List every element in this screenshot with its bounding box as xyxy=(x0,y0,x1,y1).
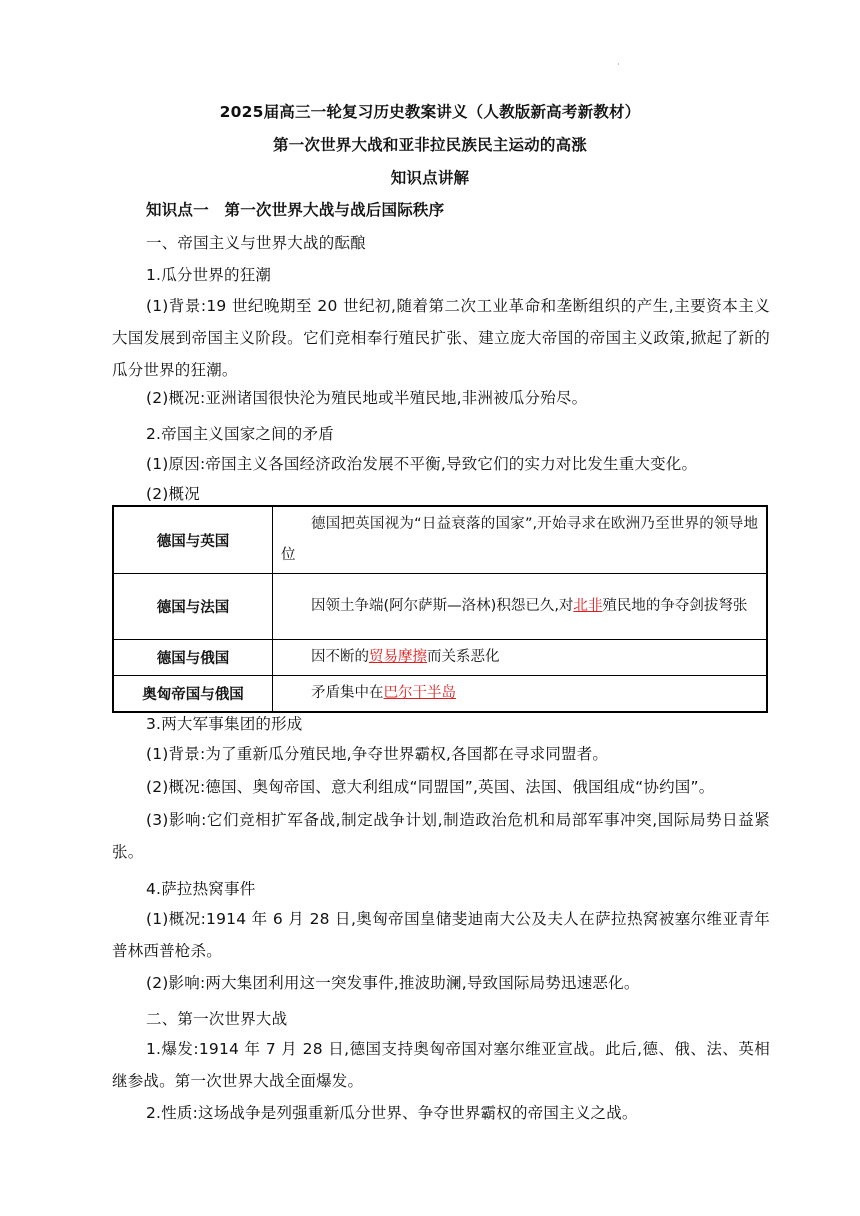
paragraph: (1)背景:19 世纪晚期至 20 世纪初,随着第二次工业革命和垄断组织的产生,主要资本主义大国发展到帝国主义阶段。它们竞相奉行殖民扩张、建立庞大帝国的帝国主义政策,掀起了新的瓜分世界的狂潮。 xyxy=(112,297,770,379)
paragraph: 1.爆发:1914 年 7 月 28 日,德国支持奥匈帝国对塞尔维亚宣战。此后,德、俄、法、英相继参战。第一次世界大战全面爆发。 xyxy=(112,1040,770,1090)
table-row xyxy=(113,640,767,676)
part1-heading: 一、帝国主义与世界大战的酝酿 xyxy=(146,234,366,252)
cell-text: 德国把英国视为“日益衰落的国家”,开始寻求在欧洲乃至世界的领导地位 xyxy=(281,516,758,563)
paragraph: (1)概况:1914 年 6 月 28 日,奥匈帝国皇储斐迪南大公及夫人在萨拉热窝被塞尔维亚青年普林西普枪杀。 xyxy=(112,910,770,960)
contradiction-table xyxy=(112,505,768,713)
section-title: 知识点讲解 xyxy=(390,169,470,187)
highlight-text: 贸易摩擦 xyxy=(369,649,427,665)
cell-text: 因领土争端(阿尔萨斯—洛林)积怨已久,对 xyxy=(311,598,574,614)
topic-heading: 知识点一 第一次世界大战与战后国际秩序 xyxy=(146,201,445,219)
table-row-key: 德国与俄国 xyxy=(113,640,273,676)
subsection-heading: 3.两大军事集团的形成 xyxy=(146,715,303,733)
subsection-heading: 1.瓜分世界的狂潮 xyxy=(146,266,272,284)
table-row-key: 德国与英国 xyxy=(113,506,273,574)
subsection-heading: 4.萨拉热窝事件 xyxy=(146,880,256,898)
paragraph: (2)概况 xyxy=(146,485,200,503)
paragraph: 2.性质:这场战争是列强重新瓜分世界、争夺世界霸权的帝国主义之战。 xyxy=(146,1104,638,1122)
document-title: 2025届高三一轮复习历史教案讲义（人教版新高考新教材） xyxy=(219,103,641,121)
highlight-text: 巴尔干半岛 xyxy=(383,685,456,701)
page-dot: · xyxy=(617,60,620,69)
paragraph: (3)影响:它们竞相扩军备战,制定战争计划,制造政治危机和局部军事冲突,国际局势日益紧张。 xyxy=(112,811,770,861)
part2-heading: 二、第一次世界大战 xyxy=(146,1010,288,1028)
lesson-title: 第一次世界大战和亚非拉民族民主运动的高涨 xyxy=(272,136,587,154)
table-row-value xyxy=(273,574,768,640)
table-row-key: 德国与法国 xyxy=(113,574,273,640)
table-row-value xyxy=(273,640,768,676)
highlight-text: 北非 xyxy=(573,598,603,614)
table-row-key: 奥匈帝国与俄国 xyxy=(113,676,273,713)
paragraph: (1)背景:为了重新瓜分殖民地,争夺世界霸权,各国都在寻求同盟者。 xyxy=(146,745,609,763)
paragraph: (2)概况:德国、奥匈帝国、意大利组成“同盟国”,英国、法国、俄国组成“协约国”。 xyxy=(146,778,715,796)
subsection-heading: 2.帝国主义国家之间的矛盾 xyxy=(146,425,334,443)
paragraph: (1)原因:帝国主义各国经济政治发展不平衡,导致它们的实力对比发生重大变化。 xyxy=(146,455,698,473)
paragraph: (2)影响:两大集团利用这一突发事件,推波助澜,导致国际局势迅速恶化。 xyxy=(146,974,640,992)
table-row xyxy=(113,676,767,713)
cell-text: 殖民地的争夺剑拔弩张 xyxy=(602,598,748,614)
table-row xyxy=(113,506,767,574)
cell-text: 因不断的 xyxy=(311,649,369,665)
cell-text: 矛盾集中在 xyxy=(311,685,384,701)
table-row-value xyxy=(273,676,768,713)
table-row xyxy=(113,574,767,640)
paragraph: (2)概况:亚洲诸国很快沦为殖民地或半殖民地,非洲被瓜分殆尽。 xyxy=(146,389,588,407)
table-row-value xyxy=(273,506,768,574)
cell-text: 而关系恶化 xyxy=(427,649,500,665)
